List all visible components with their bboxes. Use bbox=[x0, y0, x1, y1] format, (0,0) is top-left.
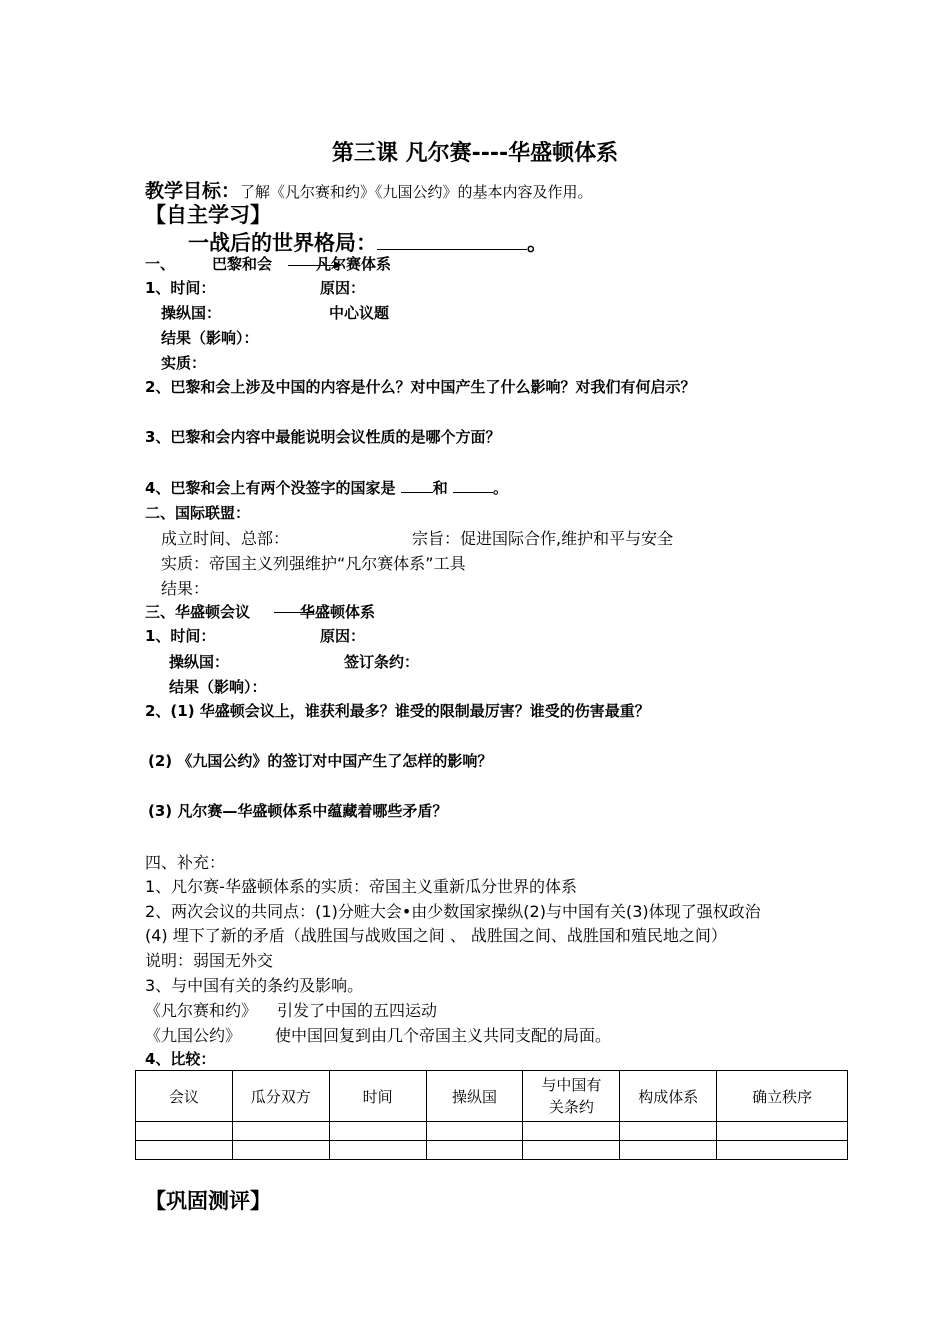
table-cell[interactable] bbox=[329, 1122, 426, 1141]
postwar-blank[interactable] bbox=[377, 249, 527, 250]
s3-time: 1、时间： bbox=[145, 627, 216, 645]
s2-founded: 成立时间、总部： bbox=[161, 529, 290, 548]
s1-essence: 实质： bbox=[161, 354, 207, 372]
s2-purpose: 宗旨：促进国际合作,维护和平与安全 bbox=[412, 529, 674, 548]
treaty-nine-power-name: 《九国公约》 bbox=[145, 1026, 242, 1045]
s4-point-4: 4、比较： bbox=[145, 1050, 216, 1068]
table-cell[interactable] bbox=[329, 1141, 426, 1160]
table-cell[interactable] bbox=[136, 1141, 233, 1160]
s3-treaty: 签订条约： bbox=[344, 653, 420, 671]
table-header-cell: 确立秩序 bbox=[717, 1071, 848, 1122]
s1-controller: 操纵国： bbox=[161, 304, 222, 322]
table-cell[interactable] bbox=[232, 1141, 329, 1160]
s3-controller: 操纵国： bbox=[169, 653, 230, 671]
table-header-cell: 瓜分双方 bbox=[232, 1071, 329, 1122]
s1-time: 1、时间： bbox=[145, 279, 216, 297]
table-cell[interactable] bbox=[523, 1122, 620, 1141]
s4-point-2b: (4) 埋下了新的矛盾（战胜国与战败国之间 、 战胜国之间、战胜国和殖民地之间） bbox=[145, 926, 727, 945]
q4-text-a: 4、巴黎和会上有两个没签字的国家是 bbox=[145, 479, 396, 497]
s3-reason: 原因： bbox=[320, 627, 366, 645]
goal-label: 教学目标： bbox=[145, 180, 241, 202]
comparison-table bbox=[135, 1070, 848, 1160]
s4-note: 说明：弱国无外交 bbox=[145, 951, 274, 970]
table-cell[interactable] bbox=[620, 1141, 717, 1160]
postwar-label: 一战后的世界格局： bbox=[188, 231, 377, 255]
q4-text-b: 和 bbox=[432, 479, 448, 497]
s1-question-4 bbox=[145, 477, 508, 498]
table-header-text: 与中国有关条约 bbox=[541, 1076, 602, 1116]
review-heading: 【巩固测评】 bbox=[145, 1189, 271, 1213]
self-study-heading: 【自主学习】 bbox=[145, 203, 271, 227]
table-cell[interactable] bbox=[717, 1122, 848, 1141]
page-title: 第三课 凡尔赛----华盛顿体系 bbox=[331, 141, 619, 166]
table-row bbox=[136, 1141, 848, 1160]
postwar-suffix: 。 bbox=[527, 231, 548, 255]
table-cell[interactable] bbox=[523, 1141, 620, 1160]
treaty-versailles-name: 《凡尔赛和约》 bbox=[145, 1001, 258, 1020]
table-header-cell: 操纵国 bbox=[426, 1071, 523, 1122]
s4-point-1: 1、凡尔赛-华盛顿体系的实质：帝国主义重新瓜分世界的体系 bbox=[145, 877, 577, 896]
s2-heading: 二、国际联盟： bbox=[145, 504, 251, 522]
s1-reason: 原因： bbox=[320, 279, 366, 297]
s1-question-2: 2、巴黎和会上涉及中国的内容是什么？对中国产生了什么影响？对我们有何启示？ bbox=[145, 378, 696, 396]
table-row bbox=[136, 1122, 848, 1141]
table-header-cell: 会议 bbox=[136, 1071, 233, 1122]
table-header-row bbox=[136, 1071, 848, 1122]
table-header-cell: 构成体系 bbox=[620, 1071, 717, 1122]
s3-result: 结果（影响）： bbox=[169, 678, 267, 696]
s2-result: 结果： bbox=[161, 579, 210, 598]
q4-text-c: 。 bbox=[492, 479, 508, 497]
goal-text: 了解《凡尔赛和约》《九国公约》的基本内容及作用。 bbox=[240, 183, 593, 201]
s1-question-3: 3、巴黎和会内容中最能说明会议性质的是哪个方面？ bbox=[145, 428, 501, 446]
table-cell[interactable] bbox=[620, 1122, 717, 1141]
s1-heading-prefix: 一、 bbox=[145, 255, 176, 273]
s1-heading-versailles: 凡尔赛体系 bbox=[316, 255, 392, 273]
table-cell[interactable] bbox=[426, 1122, 523, 1141]
s1-heading-paris: 巴黎和会 bbox=[212, 255, 273, 273]
treaty-versailles-effect: 引发了中国的五四运动 bbox=[277, 1001, 438, 1020]
s1-central-topic: 中心议题 bbox=[329, 304, 390, 322]
s4-point-2: 2、两次会议的共同点：(1)分赃大会•由少数国家操纵(2)与中国有关(3)体现了强权政治 bbox=[145, 902, 761, 921]
table-cell[interactable] bbox=[426, 1141, 523, 1160]
s3-question-2-1: 2、(1) 华盛顿会议上，谁获利最多？谁受的限制最厉害？谁受的伤害最重？ bbox=[145, 702, 650, 720]
s2-essence: 实质：帝国主义列强维护“凡尔赛体系”工具 bbox=[161, 554, 466, 573]
s4-heading: 四、补充： bbox=[145, 853, 226, 872]
table-header-cell: 时间 bbox=[329, 1071, 426, 1122]
q4-blank-1[interactable] bbox=[401, 492, 433, 493]
table-cell[interactable] bbox=[232, 1122, 329, 1141]
s4-point-3: 3、与中国有关的条约及影响。 bbox=[145, 976, 364, 995]
s3-question-2-2: (2) 《九国公约》的签订对中国产生了怎样的影响？ bbox=[148, 752, 493, 770]
s3-heading-washington: 三、华盛顿会议 bbox=[145, 603, 251, 621]
table-cell[interactable] bbox=[136, 1122, 233, 1141]
table-header-cell bbox=[523, 1071, 620, 1122]
s1-result: 结果（影响）： bbox=[161, 329, 259, 347]
treaty-nine-power-effect: 使中国回复到由几个帝国主义共同支配的局面。 bbox=[275, 1026, 612, 1045]
s3-heading-system: 华盛顿体系 bbox=[300, 603, 376, 621]
table-cell[interactable] bbox=[717, 1141, 848, 1160]
q4-blank-2[interactable] bbox=[453, 492, 493, 493]
s3-question-2-3: (3) 凡尔赛—华盛顿体系中蕴藏着哪些矛盾？ bbox=[148, 802, 448, 820]
